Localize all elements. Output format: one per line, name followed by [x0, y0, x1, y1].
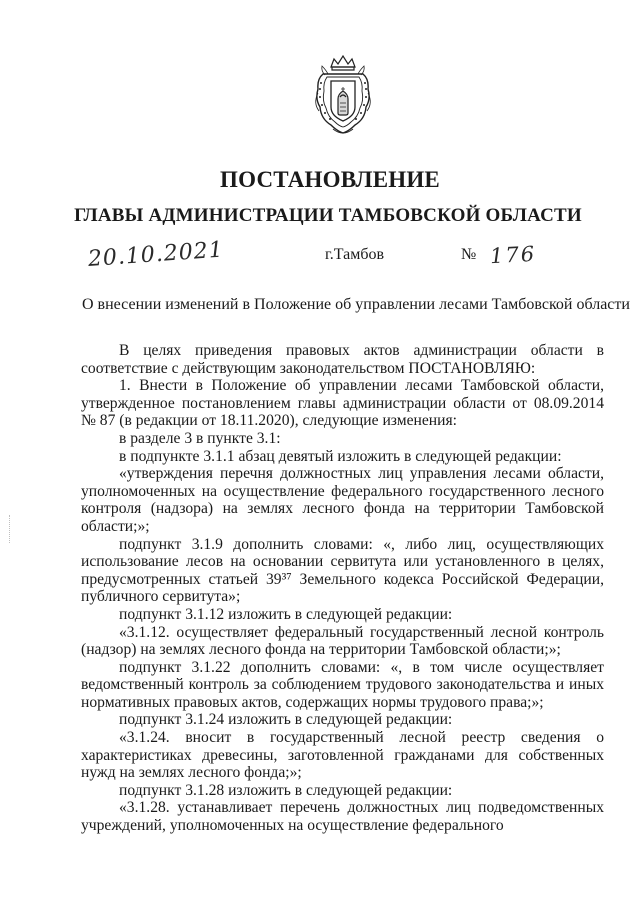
- body-paragraph: «утверждения перечня должностных лиц управления лесами области, уполномоченных на осуществление федерального государственного лесного контроля (надзора) на землях лесного фонда на территории Тамбовской области;»;: [81, 465, 604, 535]
- body-paragraph: В целях приведения правовых актов администрации области в соответствие с действующим законодательством ПОСТАНОВЛЯЮ:: [81, 342, 604, 377]
- body-paragraph: «3.1.24. вносит в государственный лесной реестр сведения о характеристиках древесины, заготовленной гражданами для собственных нужд на землях лесного фонда;»;: [81, 729, 604, 782]
- document-subtitle: ГЛАВЫ АДМИНИСТРАЦИИ ТАМБОВСКОЙ ОБЛАСТИ: [74, 205, 582, 226]
- document-city: г.Тамбов: [325, 246, 385, 263]
- body-paragraph: «3.1.28. устанавливает перечень должностных лиц подведомственных учреждений, уполномоченных на осуществление федерального: [81, 799, 604, 835]
- body-paragraph: подпункт 3.1.22 дополнить словами: «, в том числе осуществляет ведомственный контроль за соблюдением трудового законодательства и иных нормативных правовых актов, содержащих нормы трудового права;»;: [81, 658, 604, 711]
- document-date: 20.10.2021: [87, 237, 225, 272]
- body-paragraph: подпункт 3.1.9 дополнить словами: «, либо лиц, осуществляющих использование лесов на основании сервитута или установленного в целях, предусмотренных статьей 39³⁷ Земельного кодекса Российской Федерации, публичного сервитута»;: [81, 535, 604, 606]
- number-label: №: [461, 246, 477, 263]
- document-subject: О внесении изменений в Положение об управлении лесами Тамбовской области: [82, 296, 630, 313]
- document-title: ПОСТАНОВЛЕНИЕ: [220, 167, 440, 192]
- document-body: [81, 342, 604, 835]
- scan-margin-mark: [9, 515, 11, 543]
- body-paragraph: 1. Внести в Положение об управлении лесами Тамбовской области, утвержденное постановлением главы администрации области от 08.09.2014 № 87 (в редакции от 18.11.2020), следующие изменения:: [81, 377, 604, 430]
- body-paragraph: подпункт 3.1.12 изложить в следующей редакции:: [119, 605, 453, 623]
- body-paragraph: в подпункте 3.1.1 абзац девятый изложить в следующей редакции:: [119, 447, 562, 465]
- body-paragraph: подпункт 3.1.28 изложить в следующей редакции:: [119, 781, 453, 799]
- document-number: 176: [489, 241, 537, 269]
- coat-of-arms-icon: [309, 53, 377, 139]
- body-paragraph: подпункт 3.1.24 изложить в следующей редакции:: [119, 711, 453, 729]
- body-paragraph: «3.1.12. осуществляет федеральный государственный лесной контроль (надзор) на землях лесного фонда на территории Тамбовской области;»;: [81, 623, 604, 659]
- body-paragraph: в разделе 3 в пункте 3.1:: [119, 429, 281, 447]
